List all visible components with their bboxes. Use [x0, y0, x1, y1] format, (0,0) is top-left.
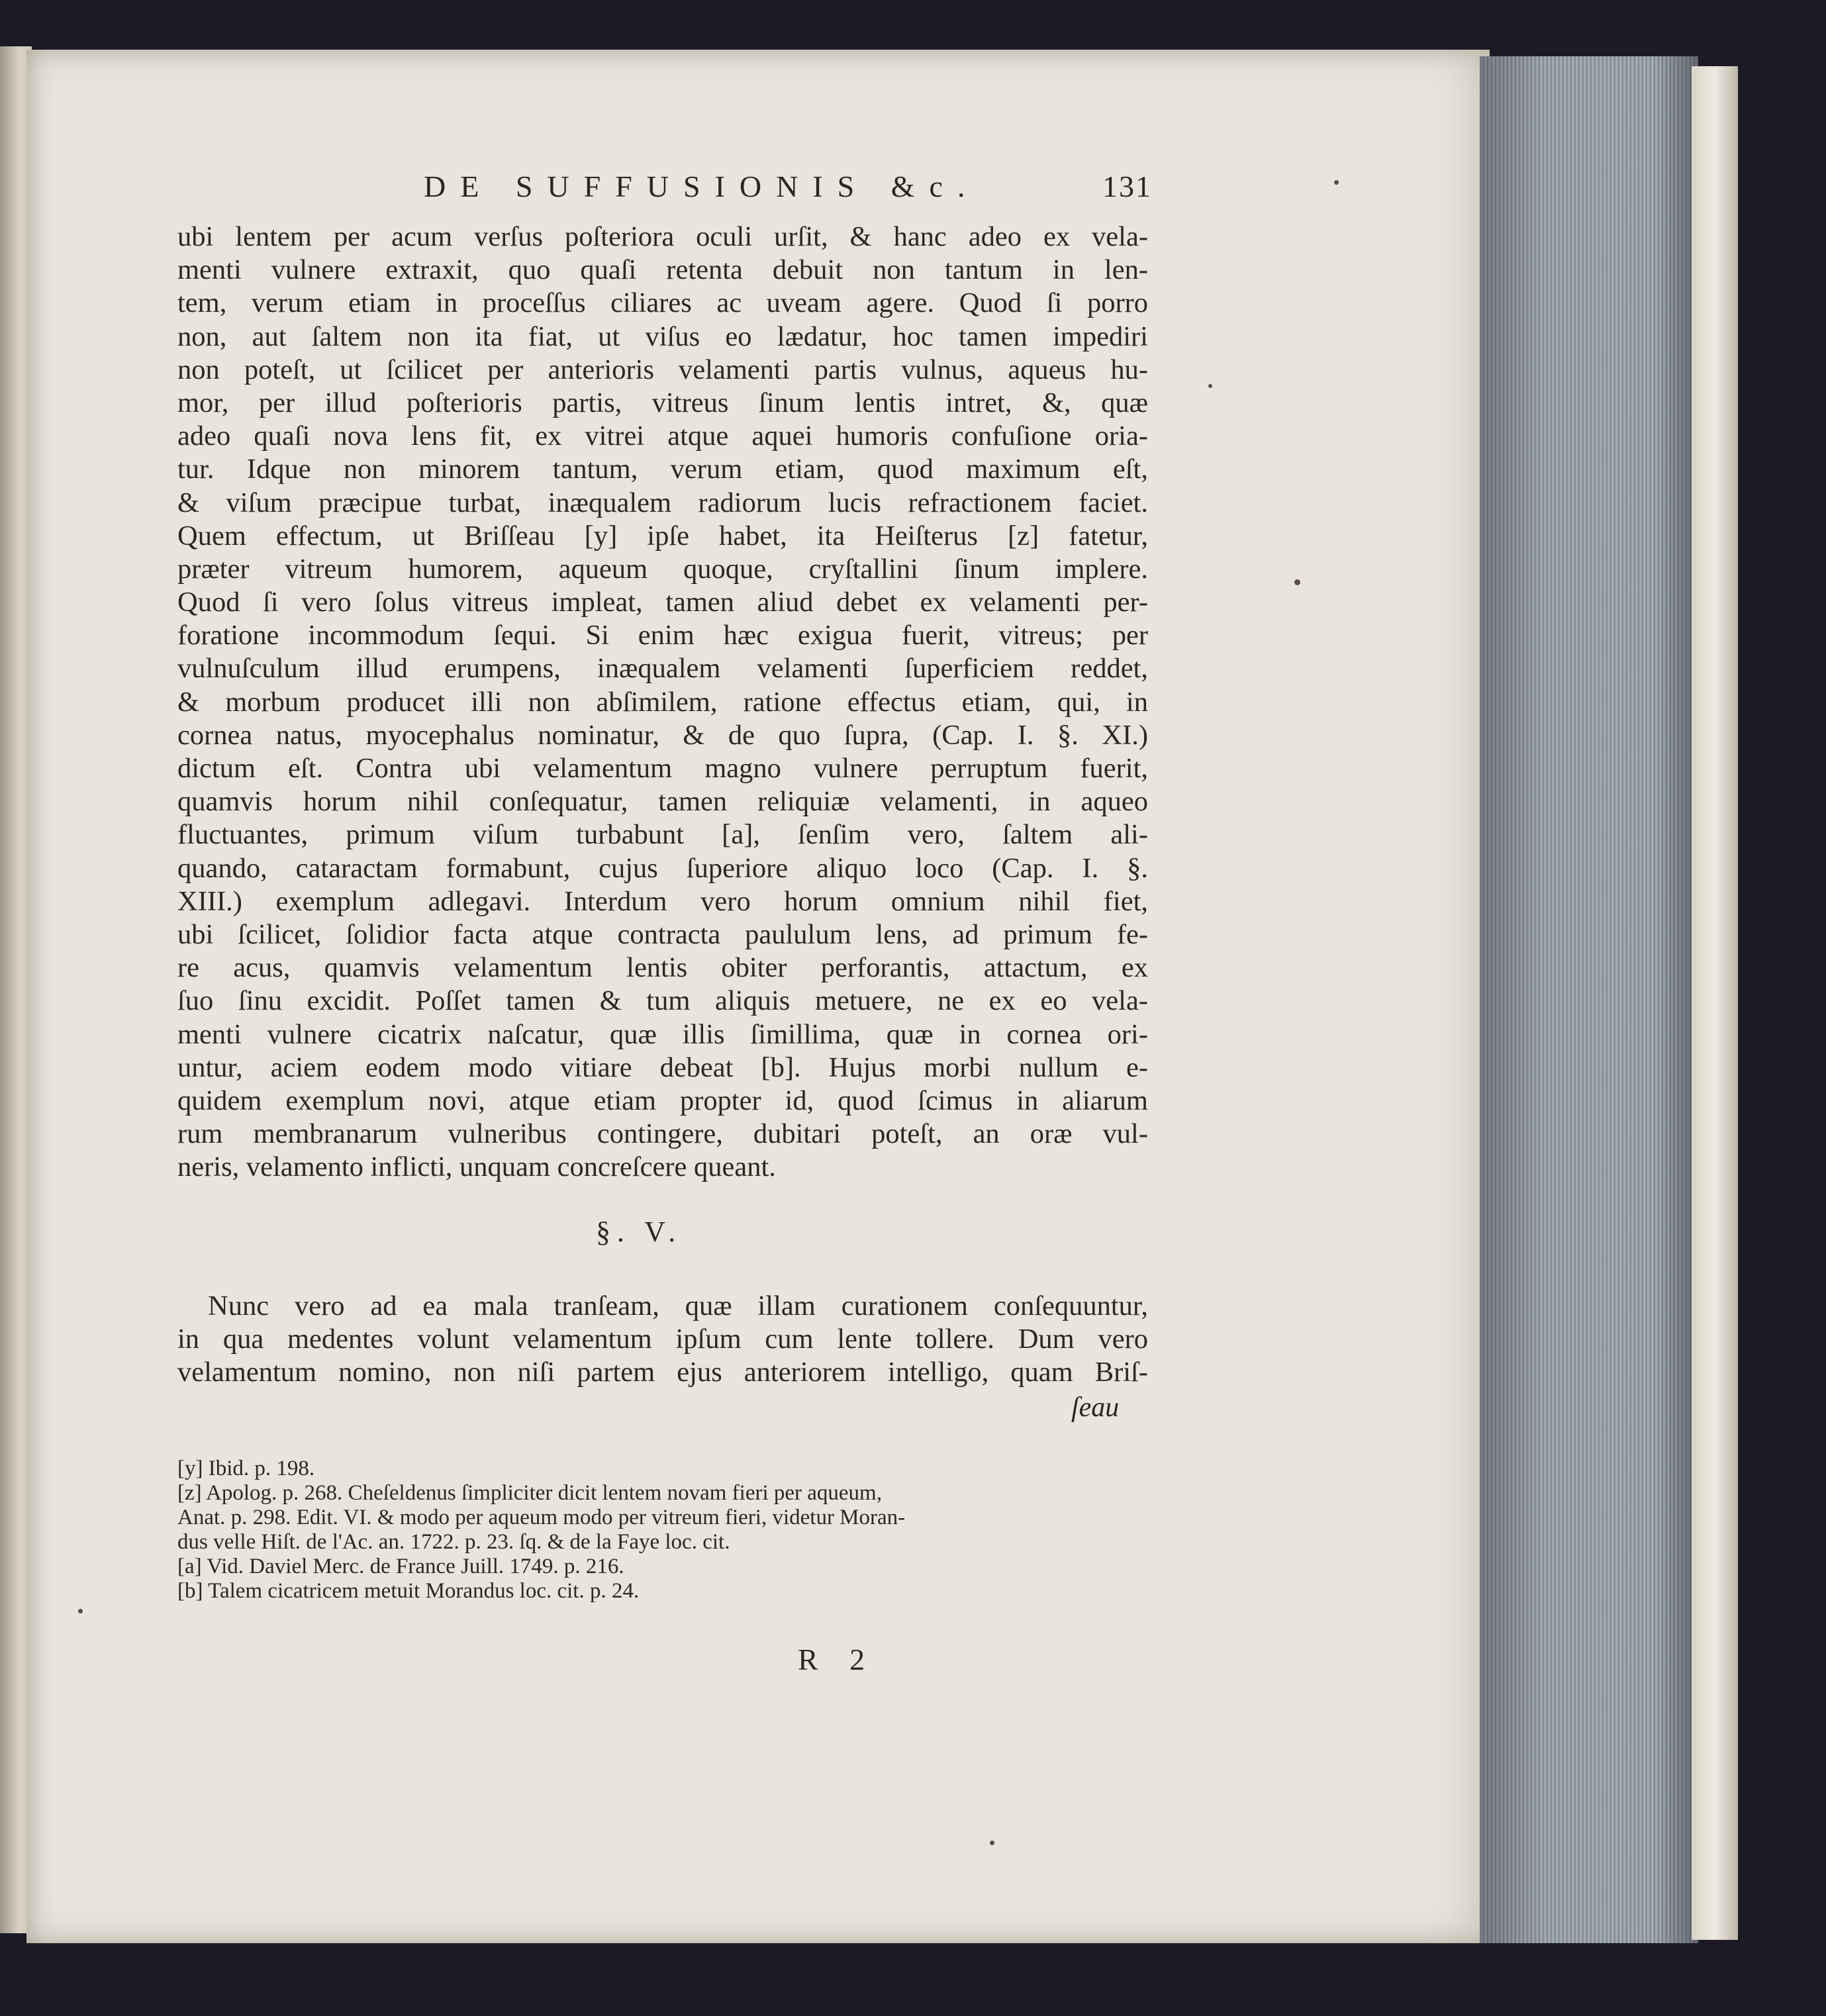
text-line: foratione incommodum ſequi. Si enim hæc exigua fuerit, vitreus; per	[177, 620, 1148, 651]
text-line: Quod ſi vero ſolus vitreus impleat, tamen aliud debet ex velamenti per-	[177, 587, 1148, 618]
text-line: tem, verum etiam in proceſſus ciliares ac uveam agere. Quod ſi porro	[177, 287, 1148, 319]
text-line: non, aut ſaltem non ita fiat, ut viſus eo lædatur, hoc tamen impediri	[177, 320, 1148, 352]
text-line: & morbum producet illi non abſimilem, ratione effectus etiam, qui, in	[177, 686, 1148, 718]
section-heading: §. V.	[596, 1216, 683, 1248]
footnote-line: [z] Apolog. p. 268. Cheſeldenus ſimpliciter dicit lentem novam fieri per aqueum,	[177, 1481, 882, 1505]
paper-speck	[78, 1609, 83, 1613]
text-line: cornea natus, myocephalus nominatur, & de quo ſupra, (Cap. I. §. XI.)	[177, 719, 1148, 751]
paper-speck	[1294, 579, 1300, 585]
running-head	[424, 169, 1152, 215]
text-line: ſuo ſinu excidit. Poſſet tamen & tum aliquis metuere, ne ex eo vela-	[177, 985, 1148, 1017]
running-title: DE SUFFUSIONIS &c.	[424, 169, 980, 203]
text-line: XIII.) exemplum adlegavi. Interdum vero horum omnium nihil fiet,	[177, 885, 1148, 917]
text-line: re acus, quamvis velamentum lentis obiter perforantis, attactum, ex	[177, 952, 1148, 984]
back-cover	[1692, 66, 1738, 1940]
text-line: neris, velamento inflicti, unquam concreſcere queant.	[177, 1151, 776, 1183]
section-text-line: velamentum nomino, non niſi partem ejus anteriorem intelligo, quam Briſ-	[177, 1357, 1148, 1388]
text-line: untur, aciem eodem modo vitiare debeat [b]. Hujus morbi nullum e-	[177, 1051, 1148, 1083]
text-line: vulnuſculum illud erumpens, inæqualem velamenti ſuperficiem reddet,	[177, 653, 1148, 685]
text-line: quando, cataractam formabunt, cujus ſuperiore aliquo loco (Cap. I. §.	[177, 852, 1148, 884]
text-line: dictum eſt. Contra ubi velamentum magno vulnere perruptum fuerit,	[177, 753, 1148, 784]
footnote-line: [b] Talem cicatricem metuit Morandus loc. cit. p. 24.	[177, 1579, 640, 1603]
text-line: ubi ſcilicet, ſolidior facta atque contracta paululum lens, ad primum fe-	[177, 918, 1148, 950]
paper-speck	[990, 1841, 994, 1845]
text-line: non poteſt, ut ſcilicet per anterioris velamenti partis vulnus, aqueus hu-	[177, 354, 1148, 385]
section-text-block	[177, 1290, 1148, 1390]
paper-speck	[1334, 180, 1339, 185]
signature-mark: R 2	[798, 1643, 877, 1676]
text-line: fluctuantes, primum viſum turbabunt [a], ſenſim vero, ſaltem ali-	[177, 819, 1148, 851]
footnote-line: [y] Ibid. p. 198.	[177, 1457, 315, 1480]
section-text-line: in qua medentes volunt velamentum ipſum cum lente tollere. Dum vero	[177, 1323, 1148, 1355]
text-line: præter vitreum humorem, aqueum quoque, cryſtallini ſinum implere.	[177, 553, 1148, 585]
text-line: adeo quaſi nova lens fit, ex vitrei atque aquei humoris confuſione oria-	[177, 420, 1148, 452]
fore-edge-shade	[1480, 56, 1698, 1943]
page-number: 131	[1102, 169, 1152, 203]
footnotes	[177, 1457, 1148, 1604]
section-text-line: Nunc vero ad ea mala tranſeam, quæ illam curationem conſequuntur,	[208, 1290, 1148, 1321]
footnote-line: Anat. p. 298. Edit. VI. & modo per aqueum modo per vitreum fieri, videtur Moran-	[177, 1506, 906, 1529]
text-line: mor, per illud poſterioris partis, vitreus ſinum lentis intret, &, quæ	[177, 387, 1148, 418]
paper-speck	[1208, 384, 1212, 388]
footnote-line: [a] Vid. Daviel Merc. de France Juill. 1749. p. 216.	[177, 1555, 624, 1578]
text-line: menti vulnere cicatrix naſcatur, quæ illis ſimillima, quæ in cornea ori-	[177, 1018, 1148, 1050]
text-line: Quem effectum, ut Briſſeau [y] ipſe habet, ita Heiſterus [z] fatetur,	[177, 520, 1148, 552]
text-line: & viſum præcipue turbat, inæqualem radiorum lucis refractionem faciet.	[177, 487, 1148, 518]
text-line: quamvis horum nihil conſequatur, tamen reliquiæ velamenti, in aqueo	[177, 786, 1148, 818]
text-line: ubi lentem per acum verſus poſteriora oculi urſit, & hanc adeo ex vela-	[177, 221, 1148, 252]
main-text-block	[177, 220, 1148, 1184]
catchword: ſeau	[1071, 1392, 1120, 1423]
text-line: quidem exemplum novi, atque etiam propter id, quod ſcimus in aliarum	[177, 1084, 1148, 1116]
text-line: rum membranarum vulneribus contingere, dubitari poteſt, an oræ vul-	[177, 1118, 1148, 1150]
text-line: menti vulnere extraxit, quo quaſi retenta debuit non tantum in len-	[177, 254, 1148, 286]
footnote-line: dus velle Hiſt. de l'Ac. an. 1722. p. 23. ſq. & de la Faye loc. cit.	[177, 1530, 730, 1554]
text-line: tur. Idque non minorem tantum, verum etiam, quod maximum eſt,	[177, 454, 1148, 485]
